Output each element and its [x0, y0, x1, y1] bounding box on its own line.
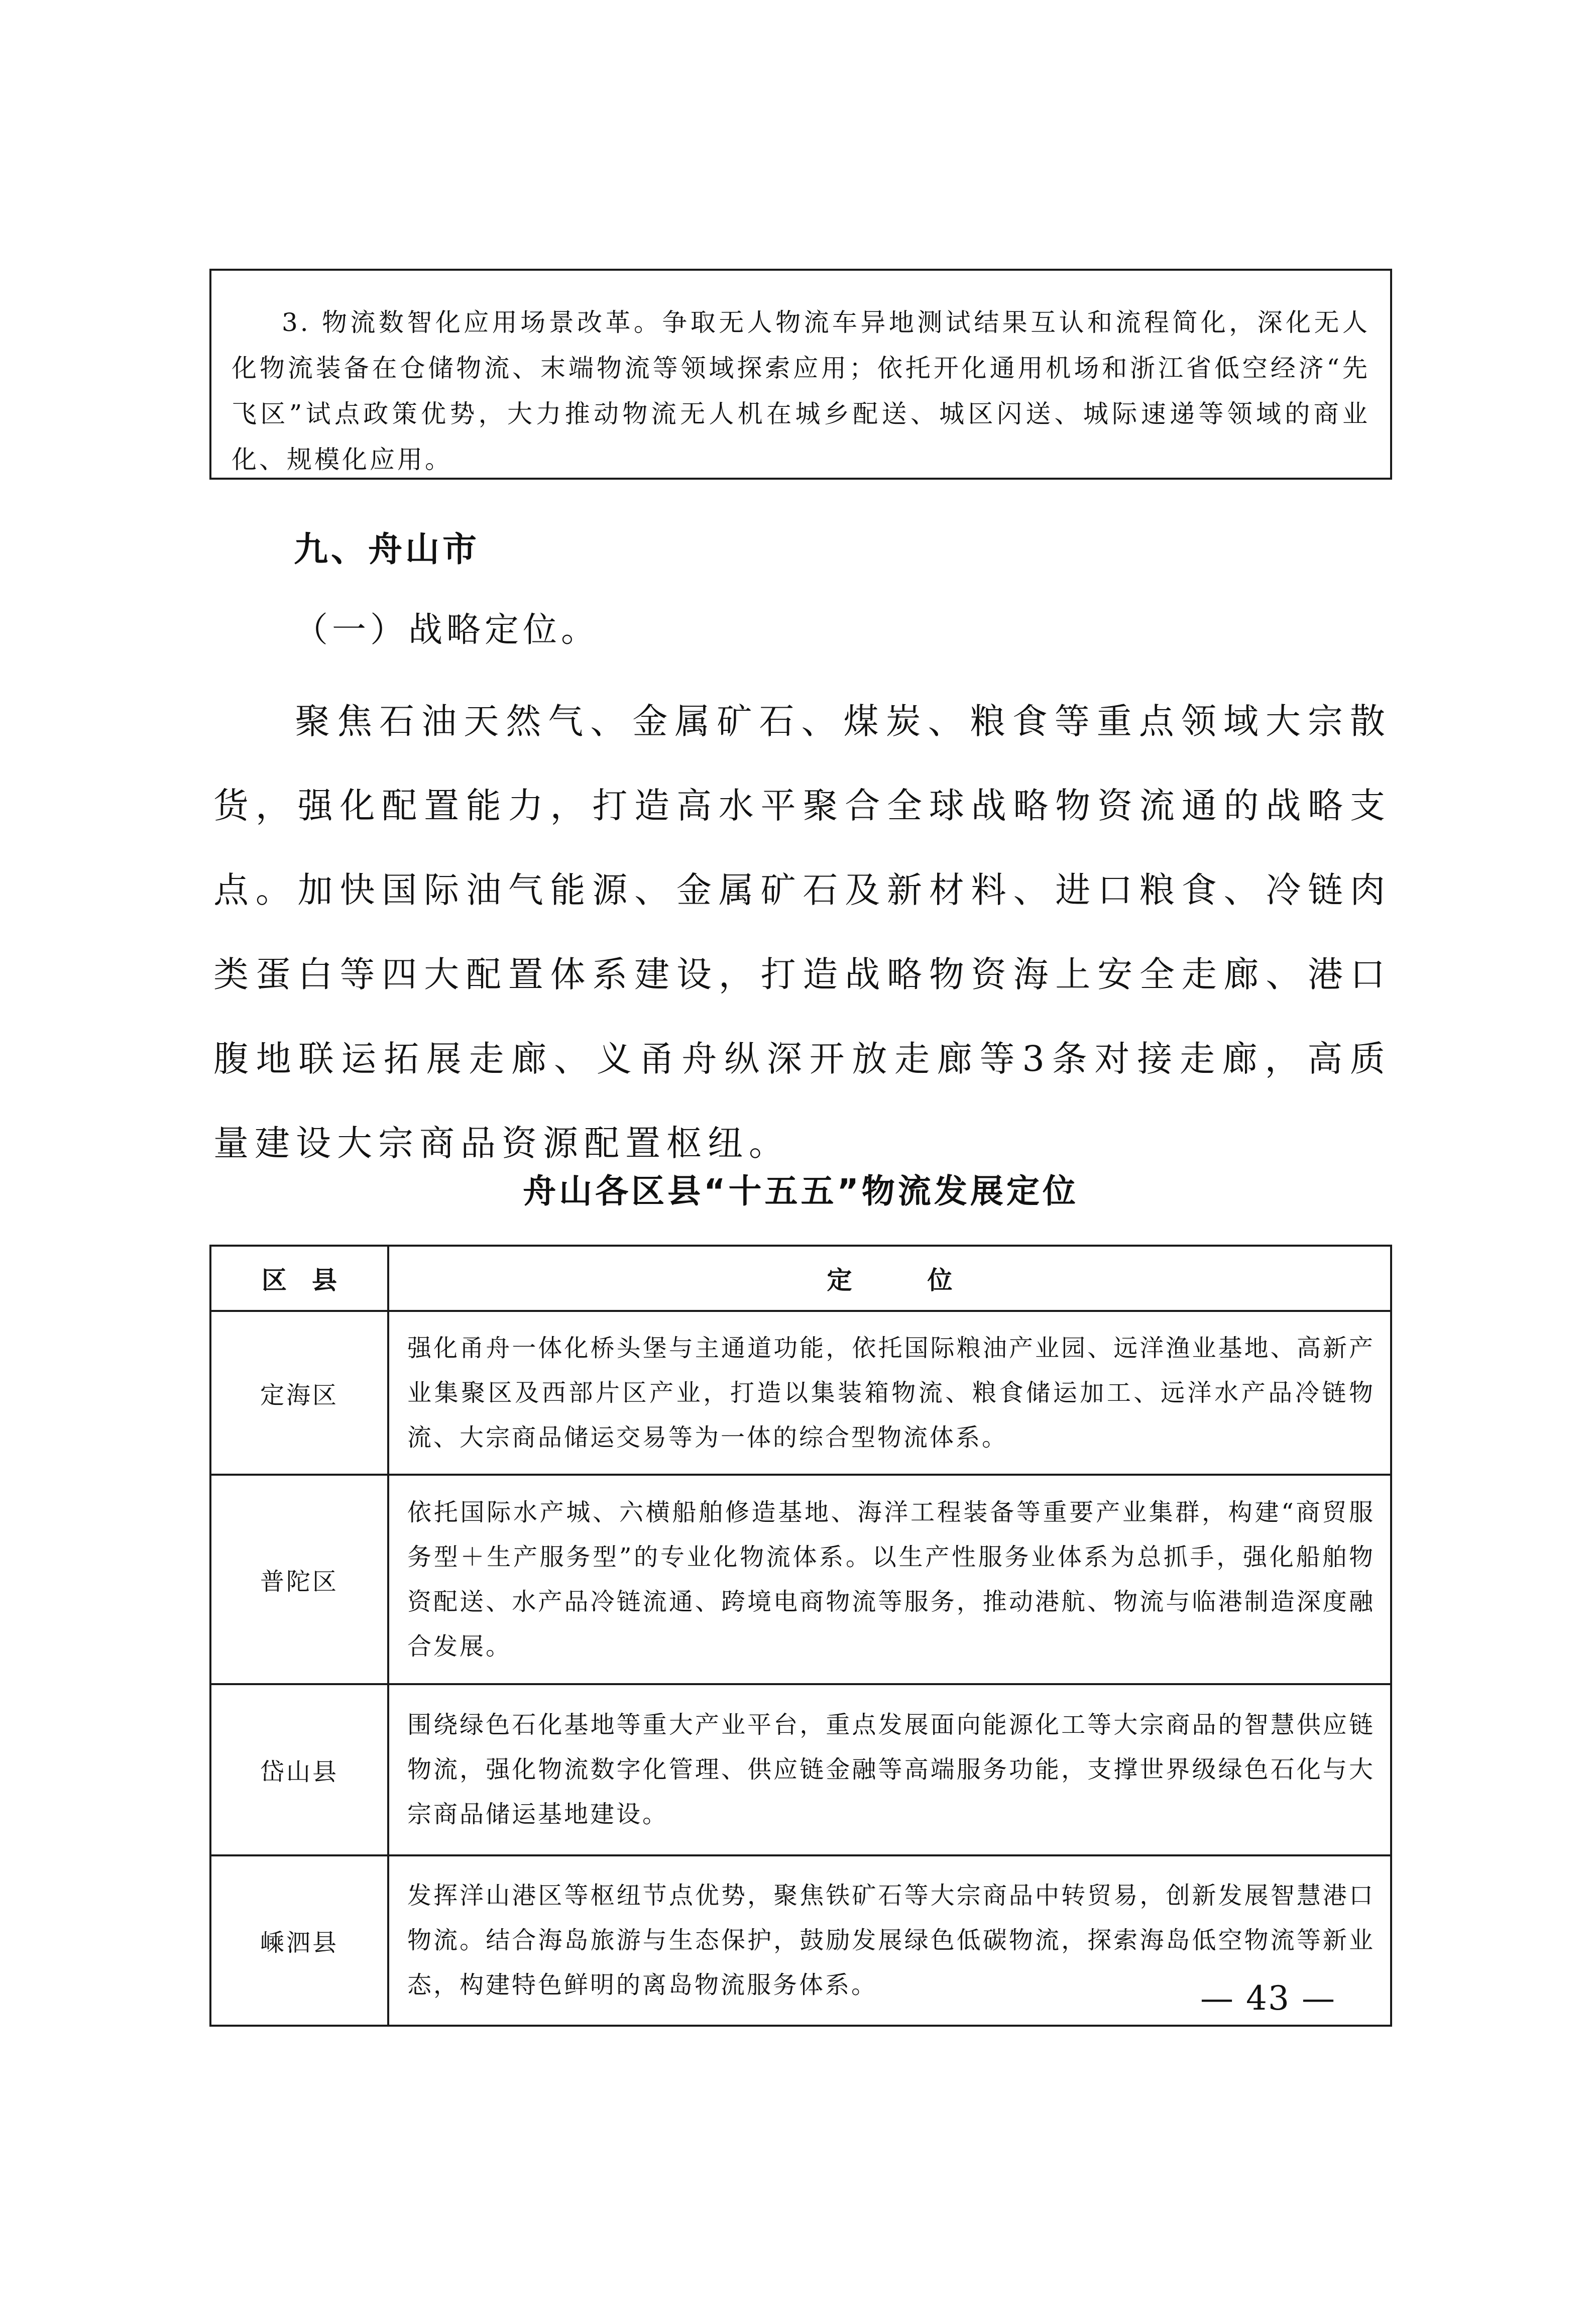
table-row	[210, 1311, 1391, 1475]
district-cell: 普陀区	[210, 1475, 388, 1684]
page-number: — 43 —	[1200, 1979, 1336, 2018]
note-text: 3. 物流数智化应用场景改革。争取无人物流车异地测试结果互认和流程简化，深化无人化物流装备在仓储物流、末端物流等领域探索应用；依托开化通用机场和浙江省低空经济“先飞区”试点政策优势，大力推动物流无人机在城乡配送、城区闪送、城际速递等领域的商业化、规模化应用。	[232, 308, 1370, 474]
subsection-heading: （一）战略定位。	[294, 610, 600, 650]
table-title: 舟山各区县“十五五”物流发展定位	[523, 1172, 1079, 1210]
positioning-cell: 围绕绿色石化基地等重大产业平台，重点发展面向能源化工等大宗商品的智慧供应链物流，强化物流数字化管理、供应链金融等高端服务功能，支撑世界级绿色石化与大宗商品储运基地建设。	[388, 1684, 1391, 1855]
table-header-row	[210, 1246, 1391, 1311]
paragraph-text: 聚焦石油天然气、金属矿石、煤炭、粮食等重点领域大宗散货，强化配置能力，打造高水平聚合全球战略物资流通的战略支点。加快国际油气能源、金属矿石及新材料、进口粮食、冷链肉类蛋白等四大配置体系建设，打造战略物资海上安全走廊、港口腹地联运拓展走廊、义甬舟纵深开放走廊等3条对接走廊，高质量建设大宗商品资源配置枢纽。	[213, 701, 1391, 1164]
section-heading: 九、舟山市	[294, 530, 480, 570]
header-district: 区 县	[210, 1246, 388, 1311]
district-cell: 嵊泗县	[210, 1855, 388, 2026]
table-row	[210, 1684, 1391, 1855]
policy-note-box	[209, 269, 1392, 480]
strategy-paragraph	[213, 679, 1391, 1185]
header-positioning: 定 位	[388, 1246, 1391, 1311]
positioning-cell: 强化甬舟一体化桥头堡与主通道功能，依托国际粮油产业园、远洋渔业基地、高新产业集聚区及西部片区产业，打造以集装箱物流、粮食储运加工、远洋水产品冷链物流、大宗商品储运交易等为一体的综合型物流体系。	[388, 1311, 1391, 1475]
district-cell: 定海区	[210, 1311, 388, 1475]
positioning-cell: 发挥洋山港区等枢纽节点优势，聚焦铁矿石等大宗商品中转贸易，创新发展智慧港口物流。结合海岛旅游与生态保护，鼓励发展绿色低碳物流，探索海岛低空物流等新业态，构建特色鲜明的离岛物流服务体系。	[388, 1855, 1391, 2026]
district-cell: 岱山县	[210, 1684, 388, 1855]
table-row	[210, 1475, 1391, 1684]
positioning-cell: 依托国际水产城、六横船舶修造基地、海洋工程装备等重要产业集群，构建“商贸服务型＋生产服务型”的专业化物流体系。以生产性服务业体系为总抓手，强化船舶物资配送、水产品冷链流通、跨境电商物流等服务，推动港航、物流与临港制造深度融合发展。	[388, 1475, 1391, 1684]
positioning-table	[209, 1245, 1392, 2027]
